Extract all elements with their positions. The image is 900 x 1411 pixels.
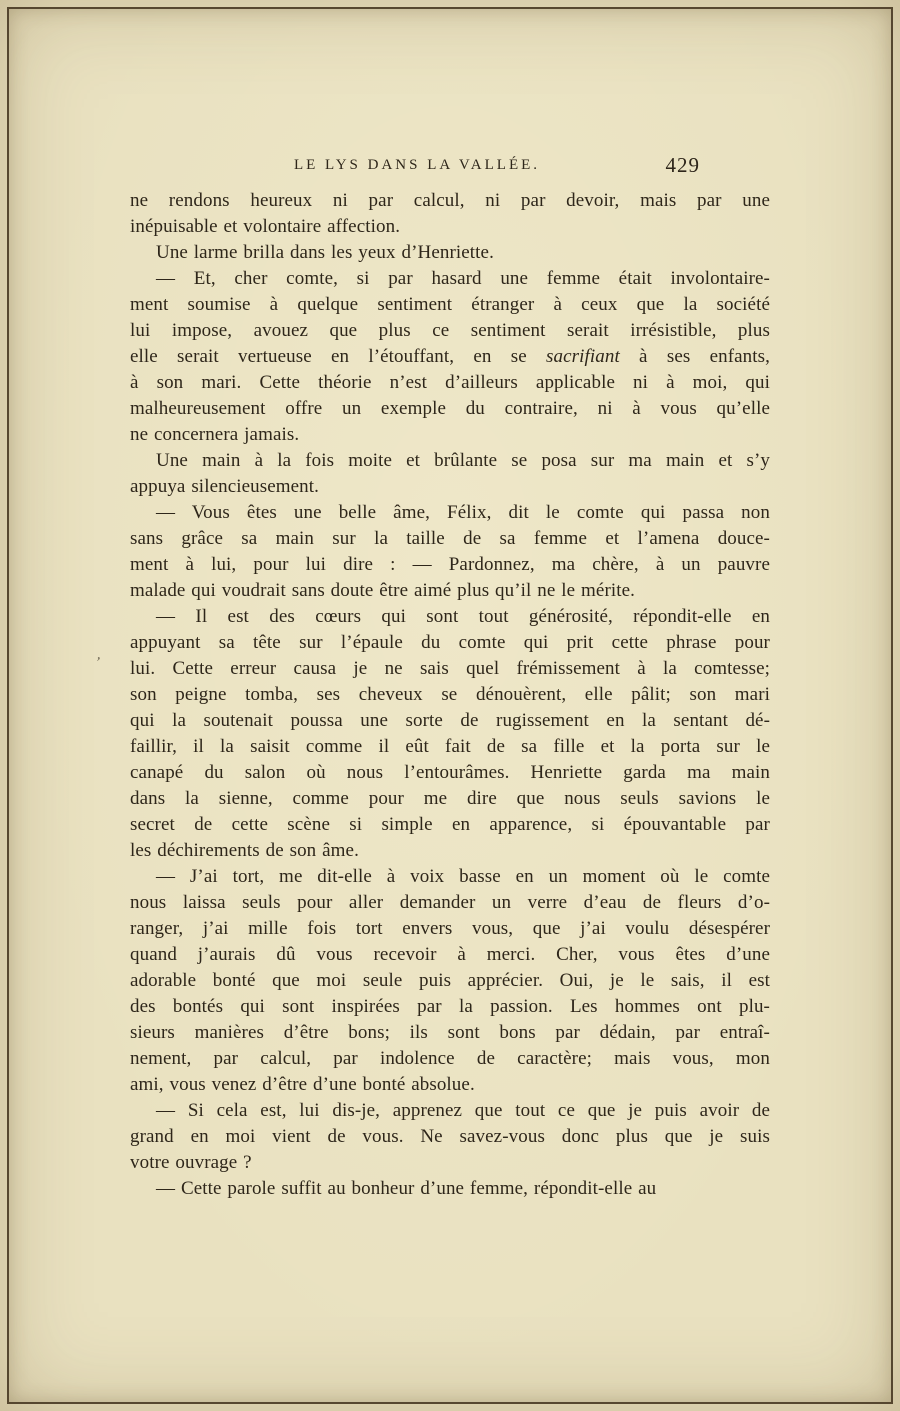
page-body bbox=[130, 188, 770, 1202]
text-line: ne rendons heureux ni par calcul, ni par devoir, mais par une bbox=[130, 190, 770, 211]
text-line: — Cette parole suffit au bonheur d’une femme, répondit-elle au bbox=[156, 1178, 657, 1199]
text-line: — J’ai tort, me dit-elle à voix basse en un moment où le comte bbox=[156, 866, 770, 887]
text-line: grand en moi vient de vous. Ne savez-vous donc plus que je suis bbox=[130, 1126, 770, 1147]
paragraph bbox=[130, 1176, 770, 1202]
text-line: — Vous êtes une belle âme, Félix, dit le comte qui passa non bbox=[156, 502, 770, 523]
text-line: lui. Cette erreur causa je ne sais quel frémissement à la comtesse; bbox=[130, 658, 770, 679]
text-line: faillir, il la saisit comme il eût fait de sa fille et la porta sur le bbox=[130, 736, 770, 757]
text-line: nement, par calcul, par indolence de caractère; mais vous, mon bbox=[130, 1048, 770, 1069]
text-line: — Et, cher comte, si par hasard une femme était involontaire- bbox=[156, 268, 770, 289]
text-line: — Il est des cœurs qui sont tout générosité, répondit-elle en bbox=[156, 606, 770, 627]
text-line: appuya silencieusement. bbox=[130, 476, 320, 497]
text-line: sans grâce sa main sur la taille de sa femme et l’amena douce- bbox=[130, 528, 770, 549]
text-line: à son mari. Cette théorie n’est d’ailleurs applicable ni à moi, qui bbox=[130, 372, 770, 393]
text-line: canapé du salon où nous l’entourâmes. Henriette garda ma main bbox=[130, 762, 770, 783]
paragraph bbox=[130, 240, 770, 266]
text-line: Une larme brilla dans les yeux d’Henriette. bbox=[156, 242, 494, 263]
text-line: — Si cela est, lui dis-je, apprenez que tout ce que je puis avoir de bbox=[156, 1100, 770, 1121]
text-line: qui la soutenait poussa une sorte de rugissement en la sentant dé- bbox=[130, 710, 770, 731]
text-line: secret de cette scène si simple en apparence, si épouvantable par bbox=[130, 814, 770, 835]
paragraph bbox=[130, 500, 770, 604]
text-line: elle serait vertueuse en l’étouffant, en se sacrifiant à ses enfants, bbox=[130, 346, 770, 367]
page-number: 429 bbox=[665, 153, 700, 177]
text-line: appuyant sa tête sur l’épaule du comte qui prit cette phrase pour bbox=[130, 632, 770, 653]
paragraph bbox=[130, 448, 770, 500]
margin-ink-mark: ’ bbox=[93, 654, 102, 672]
text-line: ranger, j’ai mille fois tort envers vous, que j’ai voulu désespérer bbox=[130, 918, 770, 939]
paragraph bbox=[130, 266, 770, 448]
text-line: des bontés qui sont inspirées par la passion. Les hommes ont plu- bbox=[130, 996, 770, 1017]
paragraph bbox=[130, 604, 770, 864]
text-line: ment à lui, pour lui dire : — Pardonnez, ma chère, à un pauvre bbox=[130, 554, 770, 575]
text-line: quand j’aurais dû vous recevoir à merci. Cher, vous êtes d’une bbox=[130, 944, 770, 965]
text-line: dans la sienne, comme pour me dire que nous seuls savions le bbox=[130, 788, 770, 809]
text-line: votre ouvrage ? bbox=[130, 1152, 252, 1173]
text-line: ami, vous venez d’être d’une bonté absolue. bbox=[130, 1074, 475, 1095]
running-title: LE LYS DANS LA VALLÉE. bbox=[293, 157, 541, 173]
paragraph bbox=[130, 1098, 770, 1176]
text-line: lui impose, avouez que plus ce sentiment serait irrésistible, plus bbox=[130, 320, 770, 341]
text-line: malade qui voudrait sans doute être aimé plus qu’il ne le mérite. bbox=[130, 580, 636, 601]
paragraph bbox=[130, 188, 770, 240]
text-line: adorable bonté que moi seule puis apprécier. Oui, je le sais, il est bbox=[130, 970, 770, 991]
page-header bbox=[130, 153, 770, 179]
text-line: les déchirements de son âme. bbox=[130, 840, 359, 861]
text-line: sieurs manières d’être bons; ils sont bons par dédain, par entraî- bbox=[130, 1022, 770, 1043]
text-line: nous laissa seuls pour aller demander un verre d’eau de fleurs d’o- bbox=[130, 892, 770, 913]
text-line: inépuisable et volontaire affection. bbox=[130, 216, 401, 237]
text-line: ment soumise à quelque sentiment étranger à ceux que la société bbox=[130, 294, 770, 315]
text-line: malheureusement offre un exemple du contraire, ni à vous qu’elle bbox=[130, 398, 770, 419]
text-line: ne concernera jamais. bbox=[130, 424, 300, 445]
text-line: son peigne tomba, ses cheveux se dénouèrent, elle pâlit; son mari bbox=[130, 684, 770, 705]
text-line: Une main à la fois moite et brûlante se posa sur ma main et s’y bbox=[156, 450, 770, 471]
paragraph bbox=[130, 864, 770, 1098]
